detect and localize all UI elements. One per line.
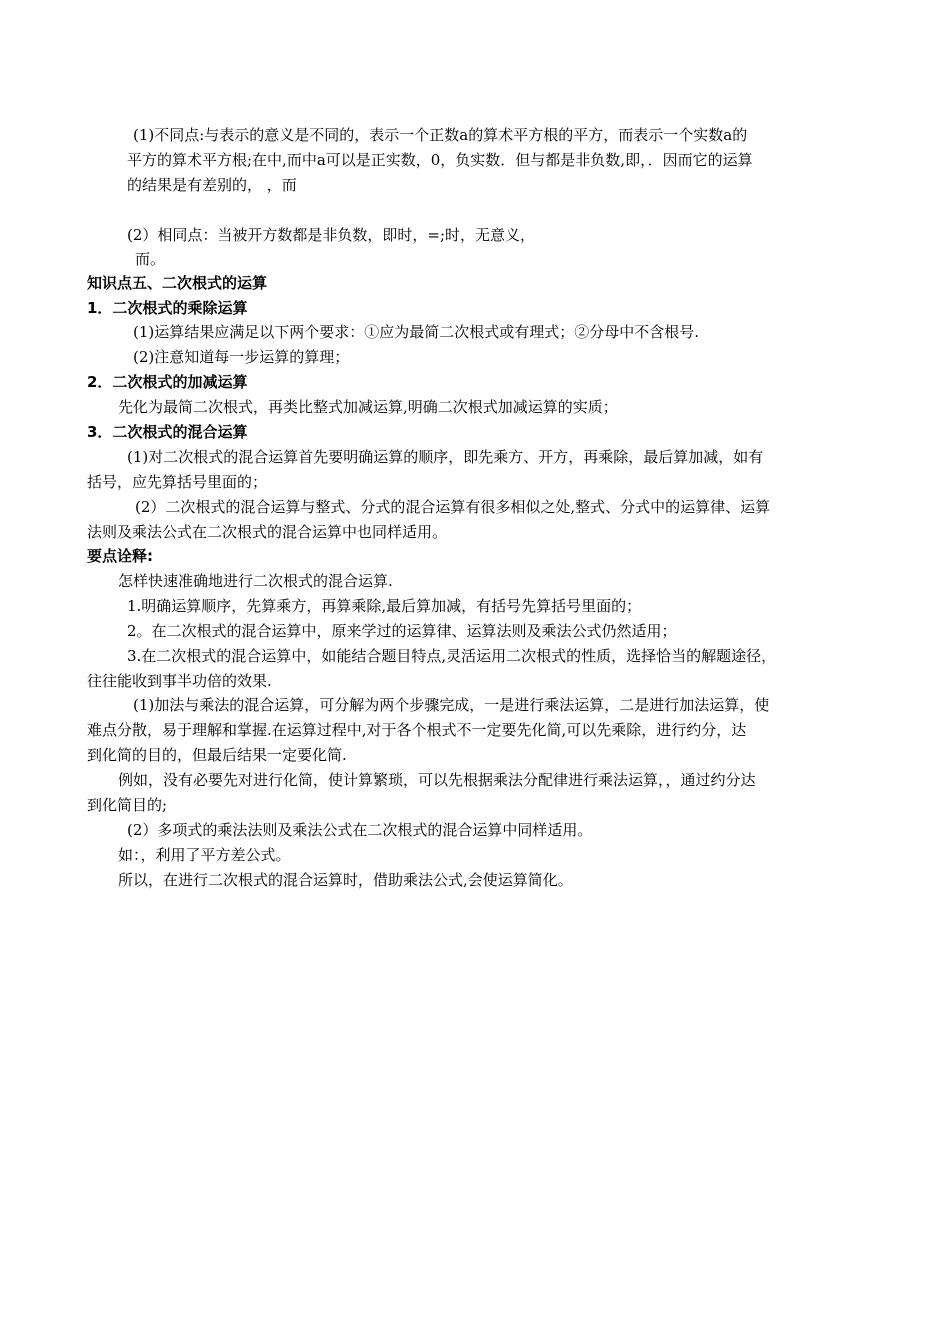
section-title: 知识点五、二次根式的运算: [87, 274, 268, 292]
sub3-p1-line-2: 括号，应先算括号里面的；: [87, 473, 268, 491]
same-point-line-2: 而。: [135, 250, 166, 268]
sub2-line-1: 先化为最简二次根式，再类比整式加减运算,明确二次根式加减运算的实质；: [118, 398, 618, 416]
step-2: (2）多项式的乘法法则及乘法公式在二次根式的混合运算中同样适用。: [127, 821, 593, 839]
notes-intro: 怎样快速准确地进行二次根式的混合运算.: [118, 572, 393, 590]
step-1-line-2: 难点分散，易于理解和掌握.在运算过程中,对于各个根式不一定要先化简,可以先乘除，进行约分，达: [87, 721, 747, 739]
diff-point-line-3: 的结果是有差别的， ，而: [127, 176, 297, 194]
note-3-line-2: 往往能收到事半功倍的效果.: [87, 672, 272, 690]
sub3-p1-line-1: (1)对二次根式的混合运算首先要明确运算的顺序，即先乘方、开方，再乘除，最后算加减，如有: [127, 448, 764, 466]
sub2-heading: 2．二次根式的加减运算: [87, 373, 248, 391]
notes-title: 要点诠释:: [87, 547, 153, 565]
note-2: 2。在二次根式的混合运算中，原来学过的运算律、运算法则及乘法公式仍然适用；: [127, 622, 677, 640]
sub1-heading: 1．二次根式的乘除运算: [87, 299, 248, 317]
example-line-1: 例如，没有必要先对进行化简，使计算繁琐，可以先根据乘法分配律进行乘法运算，，通过约分达: [118, 771, 756, 789]
sub3-p2-line-2: 法则及乘法公式在二次根式的混合运算中也同样适用。: [87, 523, 448, 541]
step-2-example: 如：，利用了平方差公式。: [118, 846, 291, 864]
note-1: 1.明确运算顺序，先算乘方，再算乘除,最后算加减，有括号先算括号里面的；: [127, 597, 642, 615]
example-line-2: 到化简目的;: [87, 796, 168, 814]
note-3-line-1: 3.在二次根式的混合运算中，如能结合题目特点,灵活运用二次根式的性质，选择恰当的解题途径，: [127, 647, 777, 665]
step-1-line-3: 到化简的目的，但最后结果一定要化简.: [87, 746, 347, 764]
step-1-line-1: (1)加法与乘法的混合运算，可分解为两个步骤完成，一是进行乘法运算，二是进行加法运算，使: [133, 696, 770, 714]
same-point-line-1: (2）相同点：当被开方数都是非负数，即时，=;时，无意义，: [127, 226, 536, 244]
sub1-line-1: (1)运算结果应满足以下两个要求：①应为最简二次根式或有理式；②分母中不含根号.: [133, 323, 700, 341]
conclusion: 所以，在进行二次根式的混合运算时，借助乘法公式,会使运算简化。: [118, 871, 573, 889]
diff-point-line-2: 平方的算术平方根;在中,而中a可以是正实数，0，负实数．但与都是非负数,即，．因而它的运算: [127, 151, 753, 169]
sub1-line-2: (2)注意知道每一步运算的算理；: [133, 348, 350, 366]
sub3-p2-line-1: (2）二次根式的混合运算与整式、分式的混合运算有很多相似之处,整式、分式中的运算律、运算: [135, 498, 771, 516]
diff-point-line-1: (1)不同点:与表示的意义是不同的，表示一个正数a的算术平方根的平方，而表示一个实数a的: [133, 126, 748, 144]
sub3-heading: 3．二次根式的混合运算: [87, 423, 248, 441]
